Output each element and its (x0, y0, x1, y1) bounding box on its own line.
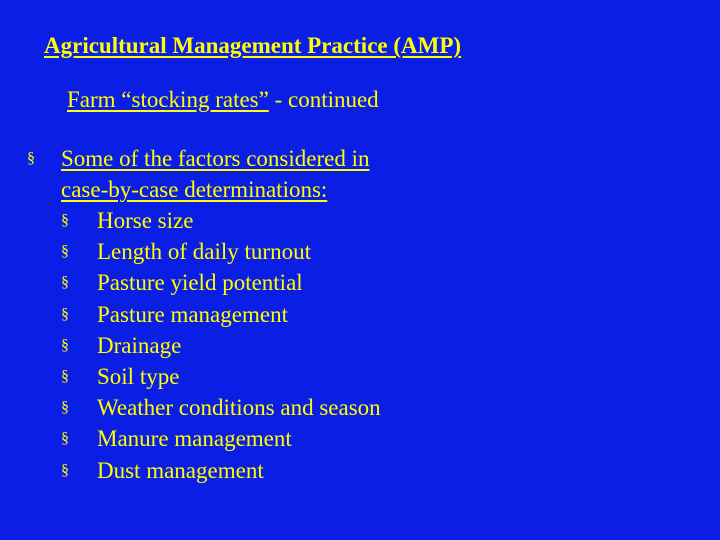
factor-text: Soil type (97, 364, 180, 390)
bullet-icon: § (61, 243, 69, 261)
factor-text: Dust management (97, 457, 264, 483)
subtitle-underlined: Farm “stocking rates” (67, 87, 269, 112)
bullet-icon: § (61, 430, 69, 448)
slide-title: Agricultural Management Practice (AMP) (44, 33, 462, 58)
bullet-icon: § (61, 461, 69, 479)
factor-text: Pasture management (97, 301, 288, 327)
bullet-icon: § (61, 336, 69, 354)
list-item (61, 330, 387, 361)
main-bullet-line1: Some of the factors considered in (61, 146, 370, 171)
factor-list (61, 205, 387, 486)
factor-text: Manure management (97, 426, 292, 452)
slide-subtitle (67, 87, 379, 113)
list-item (61, 205, 387, 236)
subtitle-rest: - continued (268, 87, 379, 112)
bullet-icon: § (61, 274, 69, 292)
factor-text: Drainage (97, 332, 182, 358)
list-item (61, 361, 387, 392)
factor-text: Pasture yield potential (97, 270, 303, 296)
list-item (61, 299, 387, 330)
main-bullet-text (61, 143, 481, 205)
list-item (61, 455, 387, 486)
list-item (61, 423, 387, 454)
bullet-icon: § (61, 368, 69, 386)
bullet-icon: § (61, 399, 69, 417)
main-bullet-line2: case-by-case determinations: (61, 177, 328, 202)
factor-text: Length of daily turnout (97, 239, 311, 265)
bullet-icon: § (61, 305, 69, 323)
factor-text: Weather conditions and season (97, 395, 381, 421)
list-item (61, 236, 387, 267)
list-item (61, 392, 387, 423)
main-bullet-icon: § (27, 150, 35, 167)
factor-text: Horse size (97, 208, 194, 233)
bullet-icon: § (61, 212, 69, 229)
list-item (61, 267, 387, 298)
